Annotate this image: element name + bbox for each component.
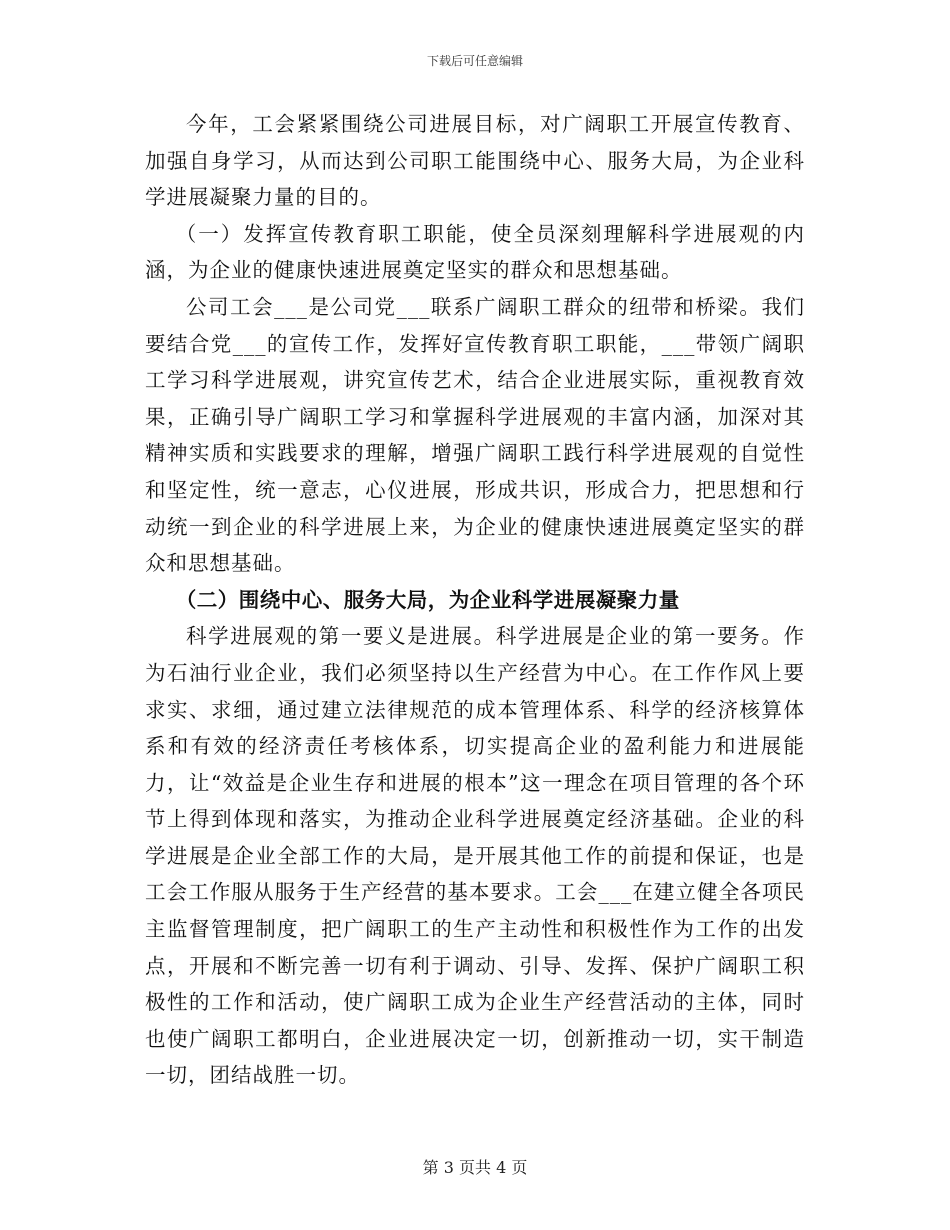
section-heading-2: （二）围绕中心、服务大局，为企业科学进展凝聚力量 — [175, 587, 680, 612]
paragraph-intro: 今年，工会紧紧围绕公司进展目标，对广阔职工开展宣传教育、加强自身学习，从而达到公司职工能围绕中心、服务大局，为企业科学进展凝聚力量的目的。 — [145, 112, 805, 210]
section-heading-1: （一）发挥宣传教育职工职能，使全员深刻理解科学进展观的内涵，为企业的健康快速进展奠定坚实的群众和思想基础。 — [145, 221, 805, 283]
page-number: 第 3 页共 4 页 — [422, 1158, 528, 1177]
paragraph-section-1: 公司工会___是公司党___联系广阔职工群众的纽带和桥梁。我们要结合党___的宣传工作，发挥好宣传教育职工职能，___带领广阔职工学习科学进展观，讲究宣传艺术，结合企业进展实际，重视教育效果，正确引导广阔职工学习和掌握科学进展观的丰富内涵，加深对其精神实质和实践要求的理解，增强广阔职工践行科学进展观的自觉性和坚定性，统一意志，心仪进展，形成共识，形成合力，把思想和行动统一到企业的科学进展上来，为企业的健康快速进展奠定坚实的群众和思想基础。 — [145, 294, 805, 576]
paragraph-section-2: 科学进展观的第一要义是进展。科学进展是企业的第一要务。作为石油行业企业，我们必须坚持以生产经营为中心。在工作作风上要求实、求细，通过建立法律规范的成本管理体系、科学的经济核算体系和有效的经济责任考核体系，切实提高企业的盈利能力和进展能力，让“效益是企业生存和进展的根本”这一理念在项目管理的各个环节上得到体现和落实，为推动企业科学进展奠定经济基础。企业的科学进展是企业全部工作的大局，是开展其他工作的前提和保证，也是工会工作服从服务于生产经营的基本要求。工会___在建立健全各项民主监督管理制度，把广阔职工的生产主动性和积极性作为工作的出发点，开展和不断完善一切有利于调动、引导、发挥、保护广阔职工积极性的工作和活动，使广阔职工成为企业生产经营活动的主体，同时也使广阔职工都明白，企业进展决定一切，创新推动一切，实干制造一切，团结战胜一切。 — [145, 624, 805, 1088]
page-header-note: 下载后可任意编辑 — [426, 54, 523, 68]
document-body — [145, 106, 805, 1094]
